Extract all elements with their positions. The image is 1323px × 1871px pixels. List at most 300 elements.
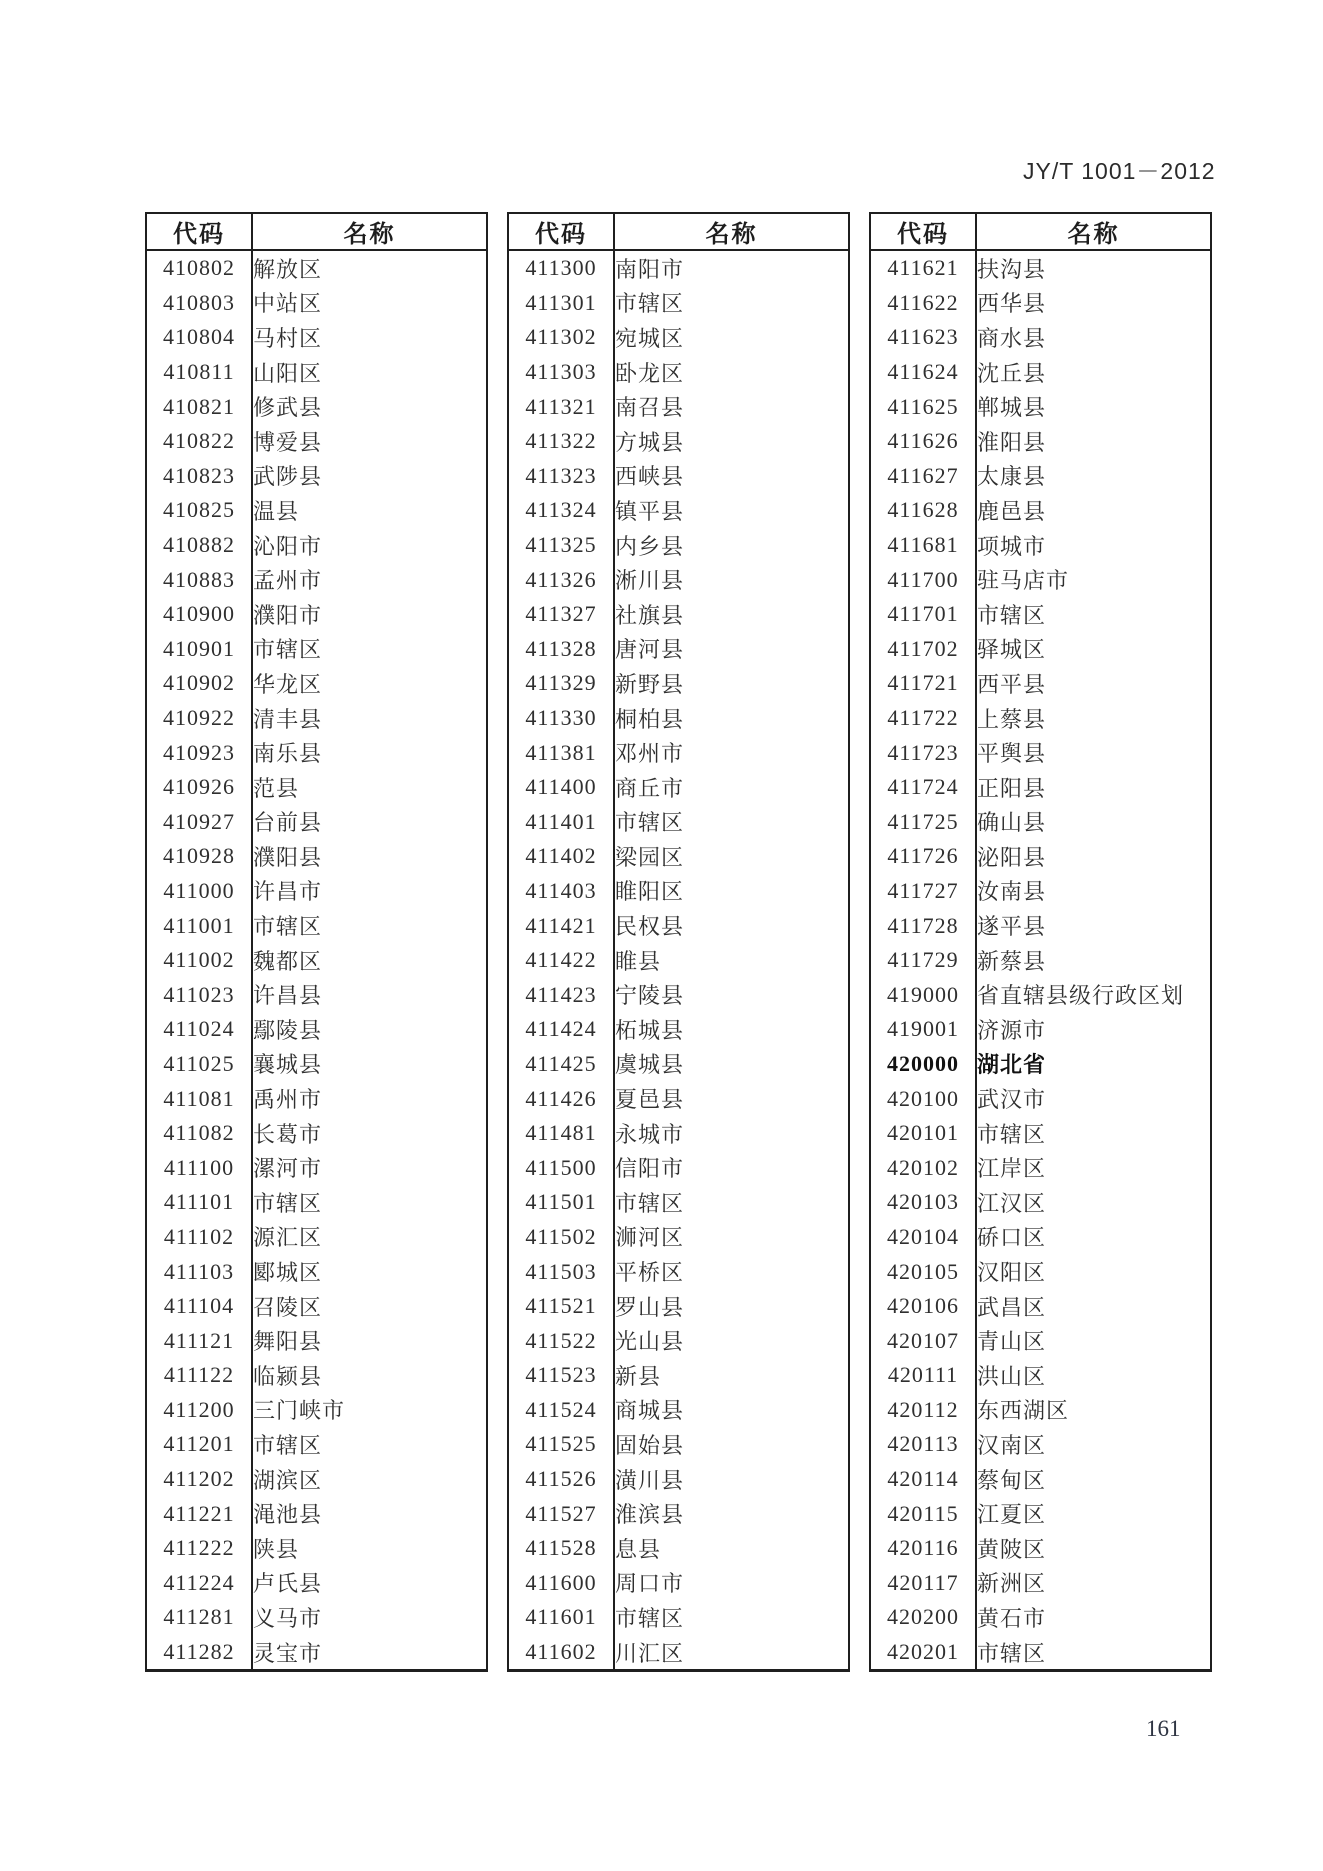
- table-row: [146, 1531, 487, 1566]
- code-cell: 411626: [870, 424, 976, 459]
- code-cell: 410811: [146, 355, 252, 390]
- name-cell: 沁阳市: [253, 533, 323, 559]
- table-row: [146, 1393, 487, 1428]
- table-row: [870, 528, 1211, 563]
- name-cell: 渑池县: [253, 1502, 323, 1528]
- code-cell: 420200: [870, 1600, 976, 1635]
- name-cell: 市辖区: [615, 1190, 685, 1216]
- code-table-1: [145, 212, 488, 1672]
- name-cell: 南阳市: [615, 256, 685, 282]
- name-cell: 灵宝市: [253, 1640, 323, 1666]
- name-cell: 方城县: [615, 429, 685, 455]
- table-row: [870, 1047, 1211, 1082]
- table-row: [508, 1185, 849, 1220]
- table-row: [508, 735, 849, 770]
- code-cell: 420102: [870, 1150, 976, 1185]
- code-cell: 411081: [146, 1081, 252, 1116]
- table-row: [508, 1289, 849, 1324]
- code-cell: 420114: [870, 1462, 976, 1497]
- table-row: [508, 424, 849, 459]
- code-cell: 411200: [146, 1393, 252, 1428]
- table-row: [508, 666, 849, 701]
- name-cell: 息县: [615, 1536, 662, 1562]
- code-cell: 410923: [146, 735, 252, 770]
- code-cell: 410821: [146, 389, 252, 424]
- code-cell: 411024: [146, 1012, 252, 1047]
- code-cell: 411724: [870, 770, 976, 805]
- code-cell: 411202: [146, 1462, 252, 1497]
- name-cell: 信阳市: [615, 1156, 685, 1182]
- name-cell: 潢川县: [615, 1467, 685, 1493]
- name-cell: 确山县: [977, 810, 1047, 836]
- code-cell: 411727: [870, 874, 976, 909]
- name-column-header: 名称: [252, 213, 487, 250]
- table-row: [508, 1323, 849, 1358]
- table-row: [508, 320, 849, 355]
- code-cell: 411425: [508, 1047, 614, 1082]
- code-cell: 411700: [870, 562, 976, 597]
- code-cell: 410803: [146, 286, 252, 321]
- code-cell: 411281: [146, 1600, 252, 1635]
- name-cell: 济源市: [977, 1017, 1047, 1043]
- name-cell: 市辖区: [615, 1605, 685, 1631]
- name-cell: 华龙区: [253, 671, 323, 697]
- code-cell: 411121: [146, 1323, 252, 1358]
- table-row: [146, 424, 487, 459]
- code-table-3: [869, 212, 1212, 1672]
- table-row: [870, 874, 1211, 909]
- table-row: [146, 805, 487, 840]
- name-cell: 西平县: [977, 671, 1047, 697]
- name-cell: 西华县: [977, 291, 1047, 317]
- name-cell: 舞阳县: [253, 1329, 323, 1355]
- table-row: [146, 1289, 487, 1324]
- code-column-header: 代码: [146, 213, 252, 250]
- name-cell: 硚口区: [977, 1225, 1047, 1251]
- code-cell: 420000: [870, 1047, 976, 1082]
- code-cell: 411000: [146, 874, 252, 909]
- name-cell: 内乡县: [615, 533, 685, 559]
- name-cell: 江岸区: [977, 1156, 1047, 1182]
- name-cell: 武陟县: [253, 464, 323, 490]
- name-cell: 固始县: [615, 1432, 685, 1458]
- name-cell: 遂平县: [977, 914, 1047, 940]
- table-row: [508, 1531, 849, 1566]
- table-row: [870, 389, 1211, 424]
- table-row: [146, 1462, 487, 1497]
- name-cell: 孟州市: [253, 568, 323, 594]
- table-row: [870, 562, 1211, 597]
- name-cell: 市辖区: [977, 602, 1047, 628]
- code-cell: 411722: [870, 701, 976, 736]
- name-cell: 山阳区: [253, 360, 323, 386]
- code-cell: 411725: [870, 805, 976, 840]
- name-cell: 汝南县: [977, 879, 1047, 905]
- code-cell: 419000: [870, 977, 976, 1012]
- table-row: [870, 1185, 1211, 1220]
- code-cell: 411300: [508, 250, 614, 286]
- name-cell: 夏邑县: [615, 1087, 685, 1113]
- table-row: [870, 839, 1211, 874]
- code-cell: 420201: [870, 1635, 976, 1671]
- name-cell: 南乐县: [253, 741, 323, 767]
- table-row: [870, 701, 1211, 736]
- table-row: [870, 250, 1211, 286]
- code-table-2: [507, 212, 850, 1672]
- name-cell: 鄢陵县: [253, 1017, 323, 1043]
- name-cell: 省直辖县级行政区划: [977, 983, 1185, 1009]
- name-cell: 漯河市: [253, 1156, 323, 1182]
- name-cell: 镇平县: [615, 498, 685, 524]
- name-cell: 平舆县: [977, 741, 1047, 767]
- name-column-header: 名称: [614, 213, 849, 250]
- name-cell: 周口市: [615, 1571, 685, 1597]
- code-cell: 411104: [146, 1289, 252, 1324]
- table-row: [870, 1600, 1211, 1635]
- name-cell: 虞城县: [615, 1052, 685, 1078]
- table-row: [508, 701, 849, 736]
- table-row: [508, 286, 849, 321]
- code-cell: 420111: [870, 1358, 976, 1393]
- code-cell: 411523: [508, 1358, 614, 1393]
- code-cell: 420112: [870, 1393, 976, 1428]
- code-cell: 420113: [870, 1427, 976, 1462]
- code-cell: 411521: [508, 1289, 614, 1324]
- table-row: [146, 977, 487, 1012]
- code-cell: 411328: [508, 632, 614, 667]
- name-cell: 新蔡县: [977, 948, 1047, 974]
- table-row: [870, 1012, 1211, 1047]
- name-cell: 卢氏县: [253, 1571, 323, 1597]
- name-cell: 青山区: [977, 1329, 1047, 1355]
- name-cell: 市辖区: [253, 1190, 323, 1216]
- table-row: [508, 1047, 849, 1082]
- name-cell: 鹿邑县: [977, 498, 1047, 524]
- name-cell: 唐河县: [615, 637, 685, 663]
- table-row: [146, 874, 487, 909]
- table-row: [146, 562, 487, 597]
- name-column-header: 名称: [976, 213, 1211, 250]
- name-cell: 宛城区: [615, 325, 685, 351]
- code-cell: 410825: [146, 493, 252, 528]
- table-row: [146, 597, 487, 632]
- table-row: [146, 493, 487, 528]
- table-row: [146, 943, 487, 978]
- table-row: [146, 1150, 487, 1185]
- table-row: [870, 977, 1211, 1012]
- name-cell: 上蔡县: [977, 706, 1047, 732]
- name-cell: 东西湖区: [977, 1398, 1070, 1424]
- code-cell: 411624: [870, 355, 976, 390]
- name-cell: 湖北省: [977, 1052, 1047, 1078]
- code-cell: 410823: [146, 459, 252, 494]
- name-cell: 中站区: [253, 291, 323, 317]
- code-cell: 420117: [870, 1566, 976, 1601]
- table-row: [870, 943, 1211, 978]
- table-row: [508, 1358, 849, 1393]
- name-cell: 民权县: [615, 914, 685, 940]
- tables-container: [145, 212, 1212, 1672]
- table-row: [870, 1635, 1211, 1671]
- name-cell: 市辖区: [977, 1640, 1047, 1666]
- table-row: [508, 1462, 849, 1497]
- name-cell: 清丰县: [253, 706, 323, 732]
- code-cell: 420101: [870, 1116, 976, 1151]
- code-cell: 410902: [146, 666, 252, 701]
- name-cell: 驿城区: [977, 637, 1047, 663]
- name-cell: 社旗县: [615, 602, 685, 628]
- table-row: [508, 770, 849, 805]
- table-row: [508, 805, 849, 840]
- name-cell: 淮阳县: [977, 429, 1047, 455]
- table-row: [870, 1150, 1211, 1185]
- table-row: [146, 389, 487, 424]
- name-cell: 马村区: [253, 325, 323, 351]
- code-cell: 410927: [146, 805, 252, 840]
- table-row: [870, 632, 1211, 667]
- name-cell: 博爱县: [253, 429, 323, 455]
- code-cell: 411325: [508, 528, 614, 563]
- code-cell: 410900: [146, 597, 252, 632]
- code-cell: 411101: [146, 1185, 252, 1220]
- code-cell: 411728: [870, 908, 976, 943]
- code-cell: 411601: [508, 1600, 614, 1635]
- code-cell: 411522: [508, 1323, 614, 1358]
- table-row: [870, 459, 1211, 494]
- table-row: [146, 1635, 487, 1671]
- name-cell: 南召县: [615, 395, 685, 421]
- name-cell: 市辖区: [977, 1121, 1047, 1147]
- code-cell: 411302: [508, 320, 614, 355]
- table-row: [870, 424, 1211, 459]
- table-row: [508, 1012, 849, 1047]
- table-row: [870, 1531, 1211, 1566]
- code-cell: 411503: [508, 1254, 614, 1289]
- code-cell: 411628: [870, 493, 976, 528]
- table-row: [870, 1081, 1211, 1116]
- code-cell: 411426: [508, 1081, 614, 1116]
- code-cell: 411481: [508, 1116, 614, 1151]
- name-cell: 罗山县: [615, 1294, 685, 1320]
- code-cell: 411221: [146, 1496, 252, 1531]
- table-row: [508, 1220, 849, 1255]
- name-cell: 修武县: [253, 395, 323, 421]
- table-header-row: [508, 213, 849, 250]
- name-cell: 濮阳市: [253, 602, 323, 628]
- table-row: [146, 666, 487, 701]
- name-cell: 驻马店市: [977, 568, 1070, 594]
- table-row: [508, 1150, 849, 1185]
- name-cell: 禹州市: [253, 1087, 323, 1113]
- code-cell: 411623: [870, 320, 976, 355]
- code-cell: 411025: [146, 1047, 252, 1082]
- name-cell: 市辖区: [253, 914, 323, 940]
- name-cell: 郾城区: [253, 1260, 323, 1286]
- table-row: [146, 1358, 487, 1393]
- name-cell: 江夏区: [977, 1502, 1047, 1528]
- table-row: [508, 1600, 849, 1635]
- table-row: [146, 735, 487, 770]
- table-row: [870, 355, 1211, 390]
- code-cell: 411424: [508, 1012, 614, 1047]
- table-row: [508, 562, 849, 597]
- table-row: [146, 1220, 487, 1255]
- table-row: [870, 1254, 1211, 1289]
- table-row: [508, 632, 849, 667]
- code-cell: 411600: [508, 1566, 614, 1601]
- name-cell: 许昌县: [253, 983, 323, 1009]
- table-row: [146, 1566, 487, 1601]
- name-cell: 市辖区: [615, 291, 685, 317]
- code-cell: 410928: [146, 839, 252, 874]
- code-cell: 411282: [146, 1635, 252, 1671]
- name-cell: 桐柏县: [615, 706, 685, 732]
- name-cell: 西峡县: [615, 464, 685, 490]
- name-cell: 泌阳县: [977, 844, 1047, 870]
- table-header-row: [870, 213, 1211, 250]
- code-cell: 411102: [146, 1220, 252, 1255]
- name-cell: 新县: [615, 1363, 662, 1389]
- table-row: [870, 1393, 1211, 1428]
- name-cell: 宁陵县: [615, 983, 685, 1009]
- table-row: [870, 493, 1211, 528]
- table-row: [146, 839, 487, 874]
- code-cell: 411723: [870, 735, 976, 770]
- code-cell: 411082: [146, 1116, 252, 1151]
- code-cell: 410901: [146, 632, 252, 667]
- table-row: [870, 1358, 1211, 1393]
- name-cell: 项城市: [977, 533, 1047, 559]
- name-cell: 淮滨县: [615, 1502, 685, 1528]
- code-cell: 411002: [146, 943, 252, 978]
- table-row: [870, 805, 1211, 840]
- table-row: [870, 597, 1211, 632]
- name-cell: 解放区: [253, 256, 323, 282]
- name-cell: 正阳县: [977, 775, 1047, 801]
- table-row: [870, 1566, 1211, 1601]
- code-cell: 411329: [508, 666, 614, 701]
- table-row: [508, 250, 849, 286]
- code-cell: 411423: [508, 977, 614, 1012]
- name-cell: 市辖区: [253, 1432, 323, 1458]
- name-cell: 平桥区: [615, 1260, 685, 1286]
- name-cell: 梁园区: [615, 844, 685, 870]
- table-row: [508, 1081, 849, 1116]
- name-cell: 扶沟县: [977, 256, 1047, 282]
- table-row: [146, 632, 487, 667]
- code-cell: 419001: [870, 1012, 976, 1047]
- name-cell: 许昌市: [253, 879, 323, 905]
- code-cell: 420116: [870, 1531, 976, 1566]
- code-cell: 420104: [870, 1220, 976, 1255]
- table-row: [146, 528, 487, 563]
- name-cell: 召陵区: [253, 1294, 323, 1320]
- code-cell: 411729: [870, 943, 976, 978]
- code-cell: 410802: [146, 250, 252, 286]
- table-row: [508, 597, 849, 632]
- code-cell: 411500: [508, 1150, 614, 1185]
- table-row: [146, 1047, 487, 1082]
- name-cell: 邓州市: [615, 741, 685, 767]
- table-row: [870, 286, 1211, 321]
- code-cell: 411103: [146, 1254, 252, 1289]
- table-row: [870, 735, 1211, 770]
- code-cell: 410804: [146, 320, 252, 355]
- code-cell: 411622: [870, 286, 976, 321]
- name-cell: 商水县: [977, 325, 1047, 351]
- table-row: [146, 250, 487, 286]
- name-cell: 永城市: [615, 1121, 685, 1147]
- code-cell: 411524: [508, 1393, 614, 1428]
- table-row: [508, 1116, 849, 1151]
- name-cell: 柘城县: [615, 1017, 685, 1043]
- code-cell: 411602: [508, 1635, 614, 1671]
- table-row: [146, 770, 487, 805]
- code-cell: 411525: [508, 1427, 614, 1462]
- table-row: [146, 1427, 487, 1462]
- table-row: [508, 1393, 849, 1428]
- code-cell: 420105: [870, 1254, 976, 1289]
- code-column-header: 代码: [870, 213, 976, 250]
- name-cell: 襄城县: [253, 1052, 323, 1078]
- code-cell: 411324: [508, 493, 614, 528]
- code-cell: 411400: [508, 770, 614, 805]
- page-number: 161: [1146, 1716, 1181, 1741]
- name-cell: 濮阳县: [253, 844, 323, 870]
- code-cell: 410883: [146, 562, 252, 597]
- table-row: [508, 908, 849, 943]
- code-cell: 411621: [870, 250, 976, 286]
- code-cell: 411627: [870, 459, 976, 494]
- table-row: [146, 908, 487, 943]
- code-cell: 420107: [870, 1323, 976, 1358]
- table-row: [146, 1600, 487, 1635]
- code-cell: 411421: [508, 908, 614, 943]
- code-cell: 410822: [146, 424, 252, 459]
- code-cell: 411702: [870, 632, 976, 667]
- code-cell: 411023: [146, 977, 252, 1012]
- table-row: [508, 389, 849, 424]
- code-cell: 420103: [870, 1185, 976, 1220]
- code-cell: 411330: [508, 701, 614, 736]
- name-cell: 汉阳区: [977, 1260, 1047, 1286]
- code-cell: 411726: [870, 839, 976, 874]
- table-row: [508, 874, 849, 909]
- code-cell: 420100: [870, 1081, 976, 1116]
- name-cell: 新洲区: [977, 1571, 1047, 1597]
- name-cell: 湖滨区: [253, 1467, 323, 1493]
- name-cell: 陕县: [253, 1536, 300, 1562]
- name-cell: 武昌区: [977, 1294, 1047, 1320]
- code-cell: 411100: [146, 1150, 252, 1185]
- table-row: [146, 701, 487, 736]
- name-cell: 市辖区: [615, 810, 685, 836]
- table-row: [870, 1496, 1211, 1531]
- table-row: [870, 908, 1211, 943]
- code-cell: 411326: [508, 562, 614, 597]
- name-cell: 浉河区: [615, 1225, 685, 1251]
- table-row: [870, 1116, 1211, 1151]
- code-cell: 420115: [870, 1496, 976, 1531]
- table-row: [870, 1323, 1211, 1358]
- code-cell: 411327: [508, 597, 614, 632]
- table-row: [508, 1496, 849, 1531]
- table-row: [870, 1462, 1211, 1497]
- name-cell: 川汇区: [615, 1640, 685, 1666]
- code-cell: 411201: [146, 1427, 252, 1462]
- name-cell: 郸城县: [977, 395, 1047, 421]
- name-cell: 范县: [253, 775, 300, 801]
